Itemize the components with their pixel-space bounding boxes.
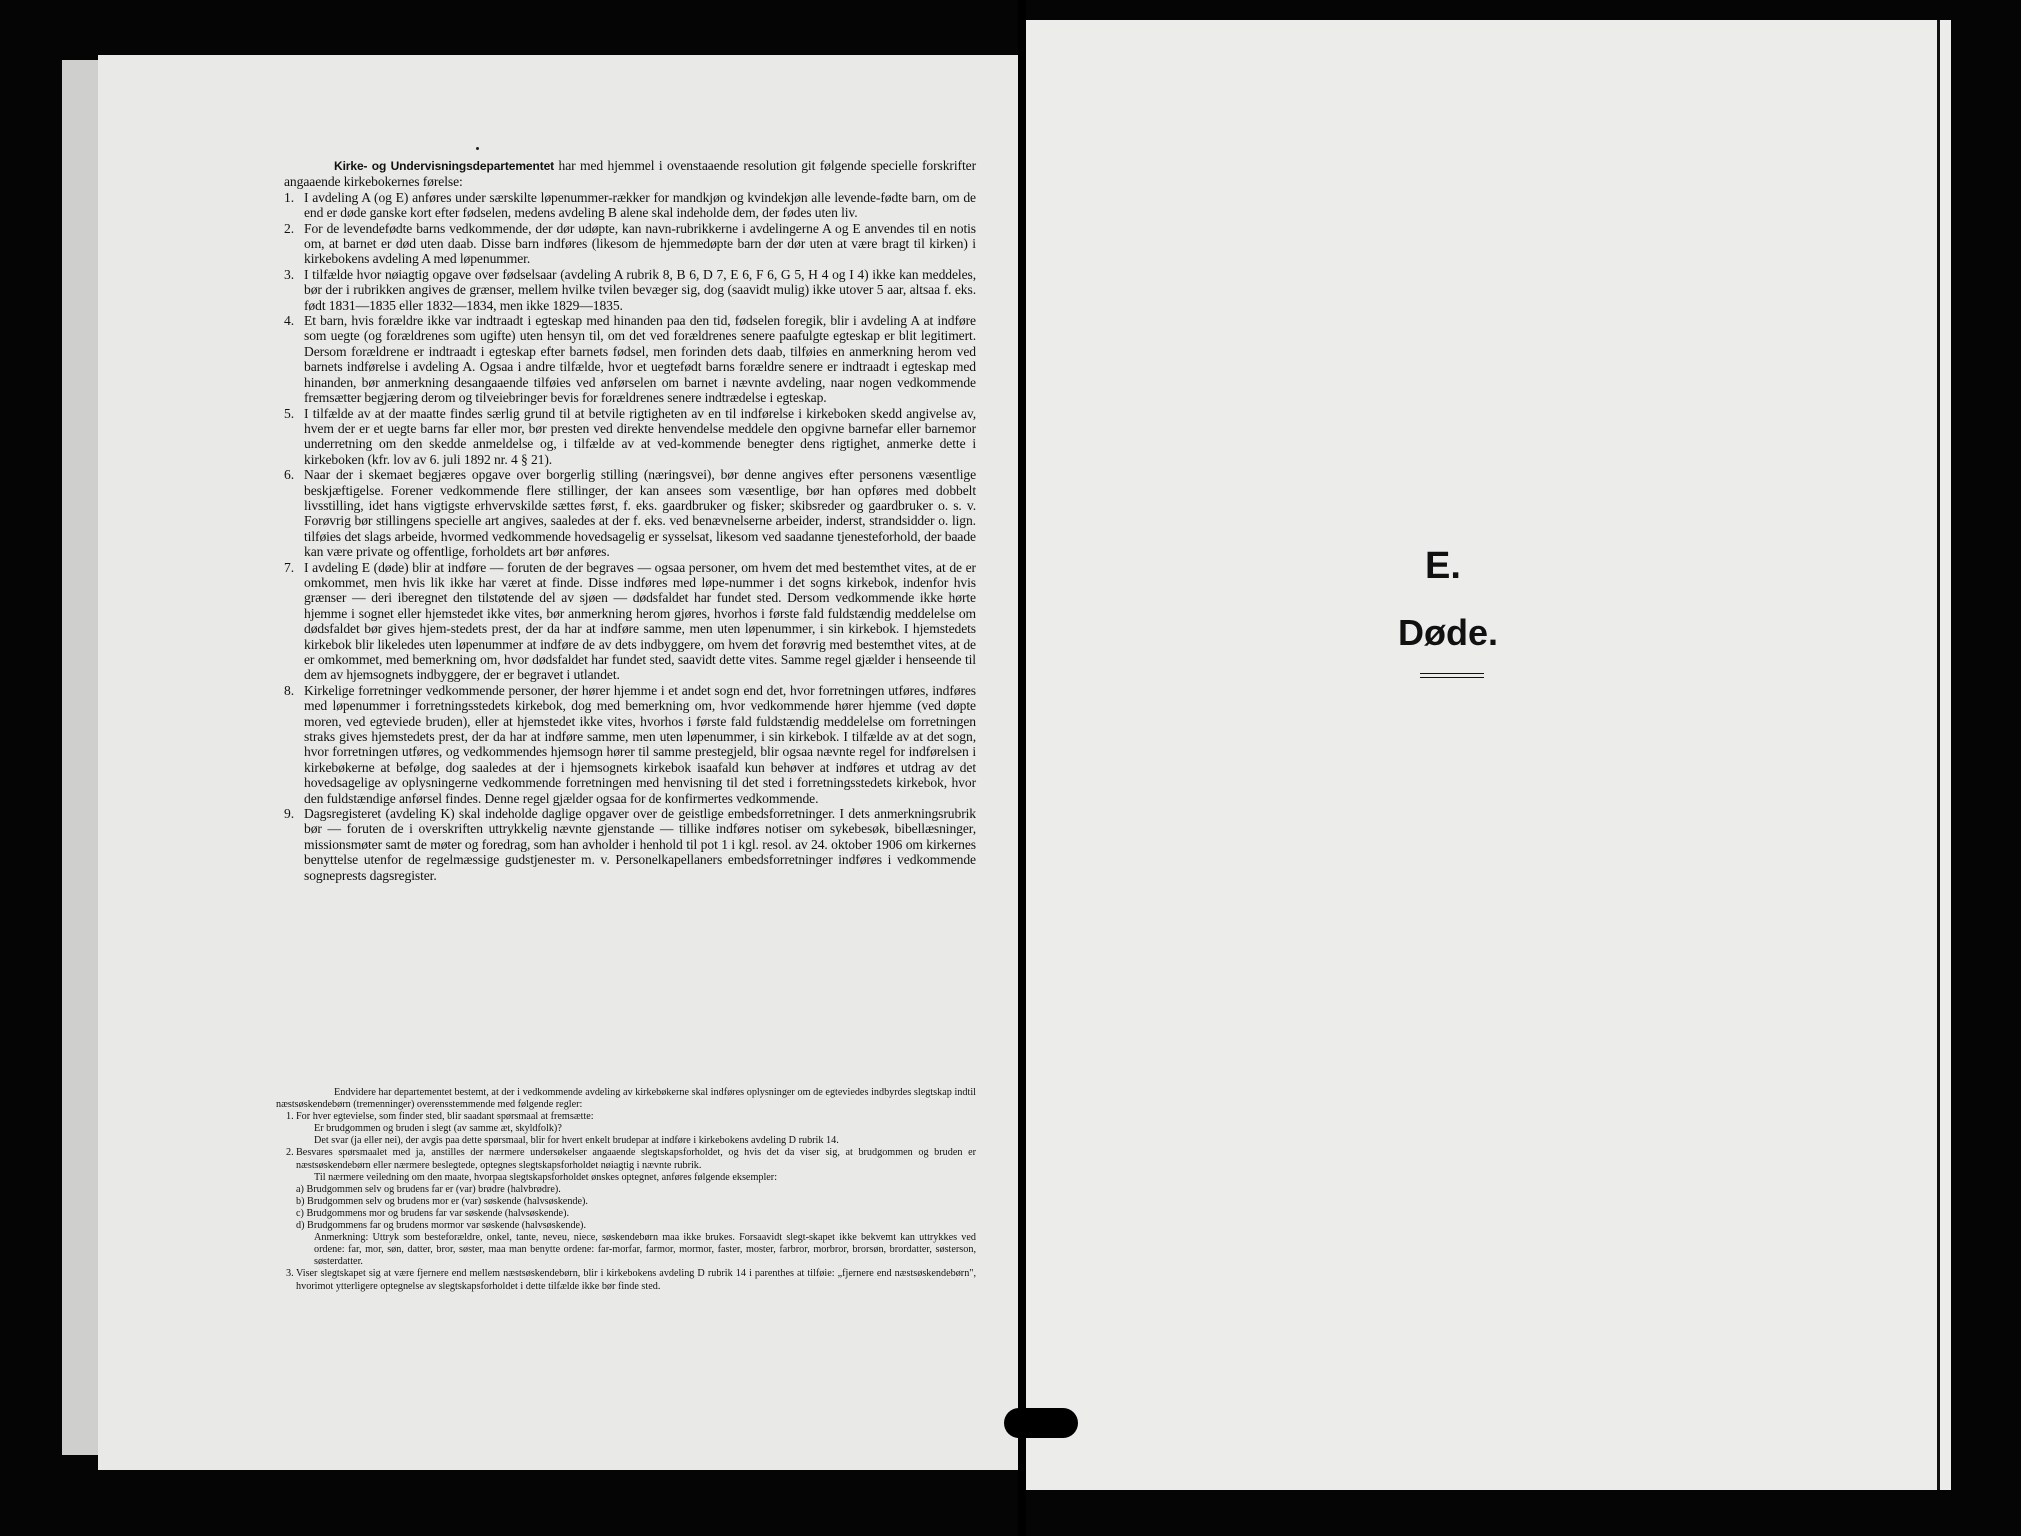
rule-text: Et barn, hvis forældre ikke var indtraadt i egteskap med hinanden paa den tid, fødselen foregik, blir i avdeling A at indføre som uegte (og forældrenes som ugifte) uten hensyn til, om det ved forældrenes senere paafulgte egteskap er blit legitimert. Dersom forældrene er indtraadt i egteskap efter barnets fødsel, men forinden dets daab, tilføies en anmerkning herom ved barnets indførelse i avdeling A. Ogsaa i andre tilfælde, hvor et uegtefødt barns forældre senere er indtraadt i egteskap med hinanden, bør anmerkning desangaaende tilføies ved anførselen om barnet i nævnte avdeling, naar nogen vedkommende fremsætter begjæring derom og tilveiebringer bevis for forældrenes senere indtrædelse i egteskap.: [304, 313, 976, 406]
rule-item: [284, 190, 976, 221]
rule-number: 3.: [284, 266, 294, 282]
section-title: Døde.: [1398, 612, 1499, 653]
rule-text: For de levendefødte barns vedkommende, der dør udøpte, kan navn-rubrikkerne i avdelingerne A og E anvendes til en notis om, at barnet er død uten daab. Disse barn indføres (likesom de hjemmedøpte barn der dør uten at være bragt til kirken) i kirkebokens avdeling A med løpenummer.: [304, 220, 976, 267]
right-page: [1026, 20, 1951, 1490]
note-item: [276, 1268, 976, 1292]
rule-item: [284, 221, 976, 267]
rule-number: 6.: [284, 467, 294, 483]
rule-item: [284, 683, 976, 806]
note-number: 1.: [286, 1111, 294, 1123]
note-item: [276, 1111, 976, 1147]
rule-text: Dagsregisteret (avdeling K) skal indeholde daglige opgaver over de geistlige embedsforretninger. I dets anmerkningsrubrik bør — foruten de i overskriften uttrykkelig nævnte gjenstande — tillike indføres notiser om sykebesøk, bibellæsninger, missionsmøter samt de møter og foredrag, som han avholder i henhold til pot 1 i kgl. resol. av 24. oktober 1906 om kirkernes benyttelse utenfor de regelmæssige gudstjenester m. v. Personelkapellaners embedsforretninger indføres i vedkommende sogneprests dagsregister.: [304, 806, 976, 883]
kinship-note: [276, 1087, 976, 1293]
department-name: Kirke- og Undervisningsdepartementet: [334, 159, 555, 173]
ink-dot: [476, 147, 479, 150]
note-number: 2.: [286, 1147, 294, 1159]
binding-mark: [1004, 1408, 1078, 1438]
rules-list: [284, 190, 976, 883]
note-line: Til nærmere veiledning om den maate, hvorpaa slegtskapsforholdet ønskes optegnet, anføres følgende eksempler:: [314, 1171, 778, 1183]
note-intro: Endvidere har departementet bestemt, at der i vedkommende avdeling av kirkebøkerne skal indføres oplysninger om de egteviedes indbyrdes slegtskap indtil næstsøskendebørn (tremenninger) overensstemmende med følgende regler:: [276, 1087, 976, 1111]
regulations-text: [284, 158, 976, 883]
example-line: a) Brudgommen selv og brudens far er (var) brødre (halvbrødre).: [296, 1183, 561, 1195]
note-line: Det svar (ja eller nei), der avgis paa dette spørsmaal, blir for hvert enkelt brudepar at indføre i kirkebokens avdeling D rubrik 14.: [314, 1135, 839, 1147]
section-letter: E.: [1425, 545, 1461, 587]
rule-number: 4.: [284, 313, 294, 329]
rule-text: Kirkelige forretninger vedkommende personer, der hører hjemme i et andet sogn end det, hvor forretningen utføres, indføres med løpenummer i forretningsstedets kirkebok, dog med bemerkning om, hvor vedkommende hører hjemme (ved døpte moren, ved egteviede bruden), eller at hjemstedet ikke vites, hvorhos i første fald fuldstændig meddelelse om forretningen straks gives hjemstedets prest, der da har at indføre samme, men uten løpenummer, i sin kirkebok. I tilfælde av at det sogn, hvor forretningen utføres, og vedkommendes hjemsogn hører til samme prestegjeld, blir ogsaa nævnte regel for indførelsen i kirkebøkerne at befølge, dog saaledes at der i hjemsognets kirkebok isaafald kun behøver at indføres et utdrag av det hovedsagelige av oplysningerne vedkommende forretningen med henvisning til det sted i forretningsstedets kirkebok, hvor den fuldstændige anførsel findes. Denne regel gjælder ogsaa for de konfirmertes vedkommende.: [304, 682, 976, 806]
rule-number: 8.: [284, 682, 294, 698]
example-line: b) Brudgommen selv og brudens mor er (var) søskende (halvsøskende).: [296, 1195, 588, 1207]
right-margin-line: [1937, 20, 1940, 1490]
rule-item: [284, 406, 976, 468]
example-line: d) Brudgommens far og brudens mormor var søskende (halvsøskende).: [296, 1220, 586, 1232]
rule-text: I avdeling A (og E) anføres under særskilte løpenummer-rækker for mandkjøn og kvindekjøn alle levende-fødte barn, om de end er døde ganske kort efter fødselen, medens avdeling B alene skal indeholde dem, der fødes uten liv.: [304, 189, 976, 221]
note-number: 3.: [286, 1268, 294, 1280]
rule-text: I tilfælde av at der maatte findes særlig grund til at betvile rigtigheten av en til indførelse i kirkeboken skedd angivelse av, hvem der er et uegte barns far eller mor, bør presten ved direkte henvendelse meddele den opgivne barnefar eller barnemor underretning om den skedde anmeldelse og, i tilfælde av at ved-kommende benegter dens rigtighet, anmerke dette i kirkeboken (kfr. lov av 6. juli 1892 nr. 4 § 21).: [304, 405, 976, 467]
rule-number: 5.: [284, 405, 294, 421]
rule-text: I tilfælde hvor nøiagtig opgave over fødselsaar (avdeling A rubrik 8, B 6, D 7, E 6, F 6, G 5, H 4 og I 4) ikke kan meddeles, bør der i rubrikken angives de grænser, mellem hvilke tvilen bevæger sig, dog (saavidt mulig) ikke utover 5 aar, altsaa f. eks. født 1831—1835 eller 1832—1834, men ikke 1829—1835.: [304, 266, 976, 313]
rule-item: [284, 806, 976, 883]
note-line: Viser slegtskapet sig at være fjernere end mellem næstsøskendebørn, blir i kirkebokens avdeling D rubrik 14 i parenthes at tilføie: „fjernere end næstsøskendebørn", hvorimot ytterligere optegnelse av slegtskapsforholdet i dette tilfælde ikke bør finde sted.: [296, 1268, 976, 1292]
rule-number: 1.: [284, 189, 294, 205]
rule-item: [284, 267, 976, 313]
note-item: [276, 1147, 976, 1268]
rule-item: [284, 560, 976, 683]
rule-item: [284, 313, 976, 405]
example-line: c) Brudgommens mor og brudens far var søskende (halvsøskende).: [296, 1207, 570, 1219]
book-gutter: [1018, 0, 1026, 1536]
previous-page-edge: [62, 60, 98, 1455]
intro-paragraph: [284, 158, 976, 190]
rule-text: I avdeling E (døde) blir at indføre — foruten de der begraves — ogsaa personer, om hvem det med bestemthet vites, at de er omkommet, men hvis lik ikke har været at finde. Disse indføres med løpe-nummer i det sogns kirkebok, indenfor hvis grænser — deri iberegnet den tilstøtende del av sjøen — dødsfaldet har fundet sted. Dersom vedkommende ikke hørte hjemme i sognet eller hjemstedet ikke vites, bør anmerkning herom gjøres, hvorhos i første fald fuldstændig meddelelse om dødsfaldet bør gives hjem-stedets prest, der da har at indføre samme, men uten løpenummer, i sin kirkebok. I hjemstedets kirkebok blir likeledes uten løpenummer at indføre de av dets indbyggere, om hvem det forøvrig med bestemthet vites, at de er omkommet, med bemerkning om, hvor dødsfaldet har fundet sted, saavidt dette vites. Samme regel gjælder i henseende til dem av hjemsognets indbyggere, der er begravet i utlandet.: [304, 559, 976, 683]
rule-number: 2.: [284, 220, 294, 236]
rule-item: [284, 467, 976, 559]
rule-text: Naar der i skemaet begjæres opgave over borgerlig stilling (næringsvei), bør denne angives efter personens væsentlige beskjæftigelse. Forener vedkommende flere stillinger, der kan ansees som væsentlige, bør han opføres med dobbelt livsstilling, idet hans vigtigste erhvervskilde sættes først, f. eks. gaardbruker og fisker; skibsreder og gaardbruker o. s. v. Forøvrig bør stillingens specielle art angives, saaledes at der f. eks. ved benævnelserne arbeider, inderst, strandsidder o. lign. tilføies det slags arbeide, hvormed vedkommende hovedsagelig er sysselsat, likesom ved saadanne tjenesteforhold, der baade kan være private og offentlige, forholdets art bør anføres.: [304, 467, 976, 560]
rule-number: 7.: [284, 559, 294, 575]
note-line: Er brudgommen og bruden i slegt (av samme æt, skyldfolk)?: [314, 1123, 562, 1135]
title-double-rule: [1420, 673, 1484, 678]
note-line: For hver egtevielse, som finder sted, blir saadant spørsmaal at fremsætte:: [296, 1111, 594, 1123]
note-line: Besvares spørsmaalet med ja, anstilles der nærmere undersøkelser angaaende slegtskapsforholdet, og hvis det da viser sig, at brudgommen og bruden er næstsøskendebørn eller nærmere beslegtede, optegnes slegtskapsforholdet nøiagtig i nævnte rubrik.: [296, 1147, 976, 1171]
rule-number: 9.: [284, 806, 294, 822]
intro-text: har med hjemmel i ovenstaaende resolution git følgende specielle forskrifter angaaende kirkebokernes førelse:: [284, 158, 976, 190]
note-list: [276, 1111, 976, 1292]
annotation-line: Anmerkning: Uttryk som besteforældre, onkel, tante, neveu, niece, søskendebørn maa ikke brukes. Forsaavidt slegt-skapet ikke bekvemt kan uttrykkes ved ordene: far, mor, søn, datter, bror, søster, maa man benytte ordene: far-morfar, farmor, mormor, faster, moster, farbror, morbror, brorsøn, brordatter, søsterson, søsterdatter.: [314, 1232, 976, 1268]
